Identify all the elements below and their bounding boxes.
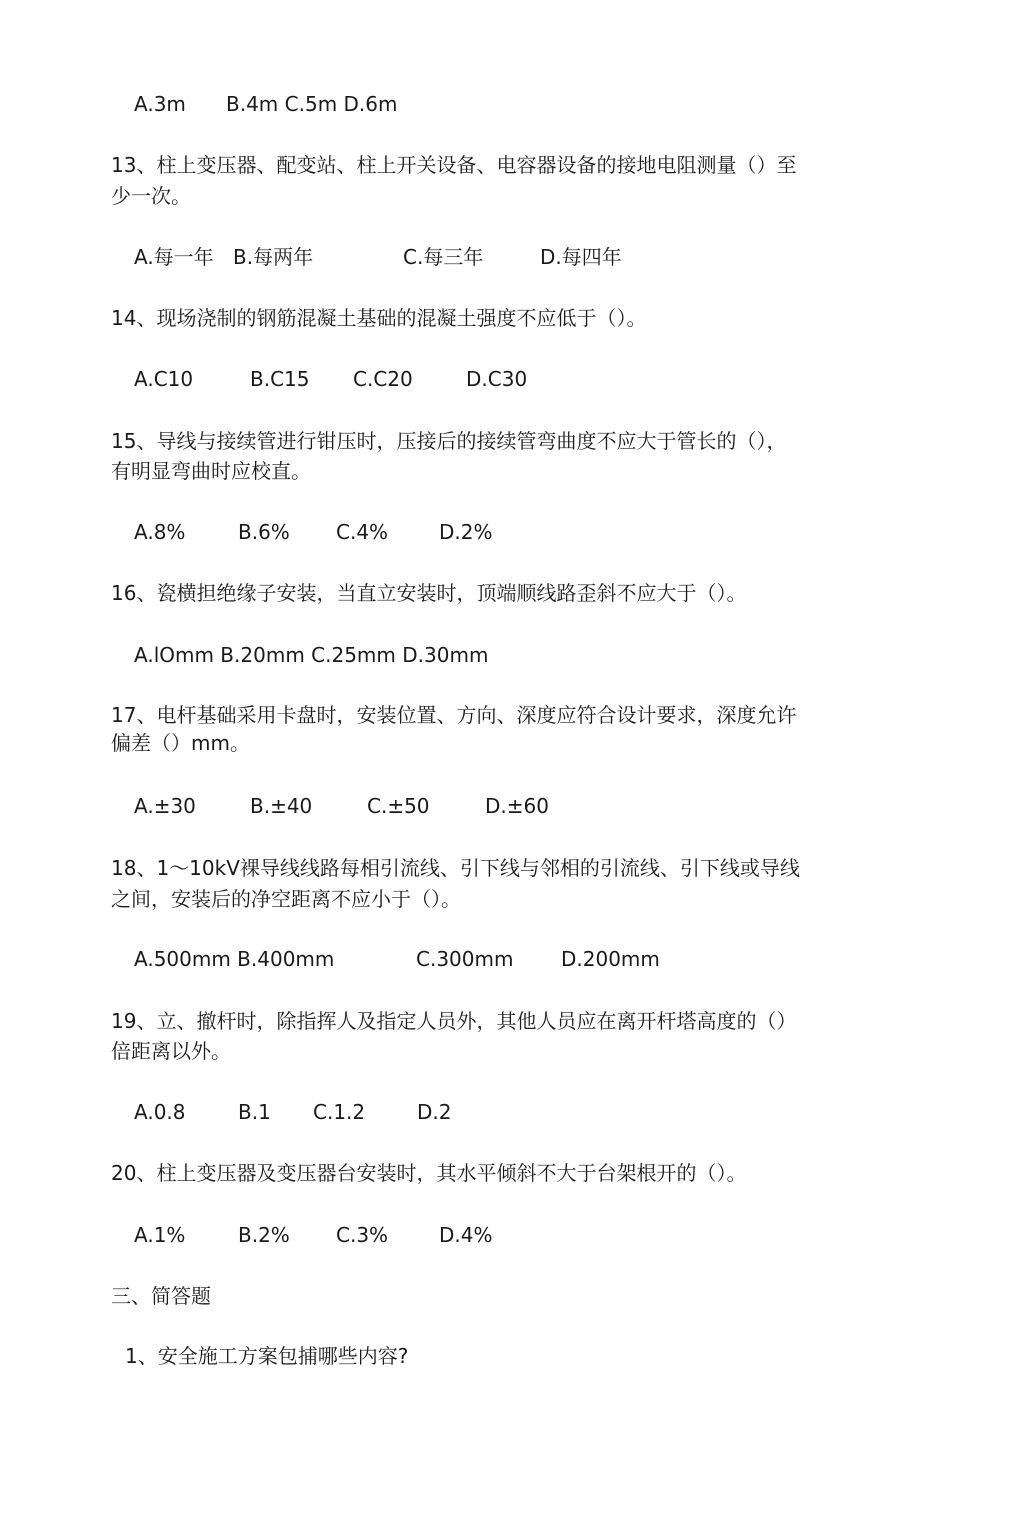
- question-18-line-2: 之间，安装后的净空距离不应小于（）。: [111, 887, 461, 911]
- question-13-line-2: 少一次。: [111, 184, 191, 208]
- question-17-line-2: 偏差（）mm。: [111, 731, 250, 755]
- q13-option-c: C.每三年: [403, 245, 484, 269]
- question-20-line-1: 20、柱上变压器及变压器台安装时，其水平倾斜不大于台架根开的（）。: [111, 1161, 747, 1185]
- q13-option-b: B.每两年: [233, 245, 314, 269]
- q18-option-c: C.300mm: [416, 947, 514, 971]
- q14-option-a: A.C10: [134, 367, 194, 391]
- q17-option-b: B.±40: [250, 794, 313, 818]
- q17-option-a: A.±30: [134, 794, 196, 818]
- q18-option-d: D.200mm: [561, 947, 660, 971]
- q14-option-d: D.C30: [466, 367, 528, 391]
- question-13-line-1: 13、柱上变压器、配变站、柱上开关设备、电容器设备的接地电阻测量（）至: [111, 153, 797, 177]
- question-15-line-2: 有明显弯曲时应校直。: [111, 459, 311, 483]
- q19-option-a: A.0.8: [134, 1100, 186, 1124]
- q13-option-a: A.每一年: [134, 245, 214, 269]
- q13-option-d: D.每四年: [540, 245, 622, 269]
- q20-option-a: A.1%: [134, 1223, 186, 1247]
- section-heading: 三、简答题: [111, 1284, 211, 1308]
- question-14-line-1: 14、现场浇制的钢筋混凝土基础的混凝土强度不应低于（）。: [111, 306, 647, 330]
- q20-option-d: D.4%: [439, 1223, 493, 1247]
- q17-option-c: C.±50: [367, 794, 430, 818]
- question-15-line-1: 15、导线与接续管进行钳压时，压接后的接续管弯曲度不应大于管长的（），: [111, 429, 787, 453]
- q20-option-b: B.2%: [238, 1223, 290, 1247]
- q15-option-d: D.2%: [439, 520, 493, 544]
- q12-option-a: A.3m: [134, 92, 186, 116]
- q15-option-a: A.8%: [134, 520, 186, 544]
- q14-option-b: B.C15: [250, 367, 310, 391]
- question-19-line-2: 倍距离以外。: [111, 1039, 231, 1063]
- q20-option-c: C.3%: [336, 1223, 389, 1247]
- question-17-line-1: 17、电杆基础采用卡盘时，安装位置、方向、深度应符合设计要求，深度允许: [111, 703, 797, 727]
- question-18-line-1: 18、1～10kV裸导线线路每相引流线、引下线与邻相的引流线、引下线或导线: [111, 856, 800, 880]
- q17-option-d: D.±60: [485, 794, 549, 818]
- q12-option-bcd: B.4m C.5m D.6m: [226, 92, 398, 116]
- q19-option-c: C.1.2: [313, 1100, 366, 1124]
- q15-option-b: B.6%: [238, 520, 290, 544]
- question-19-line-1: 19、立、撤杆时，除指挥人及指定人员外，其他人员应在离开杆塔高度的（）: [111, 1009, 797, 1033]
- short-answer-question-1: 1、安全施工方案包捕哪些内容?: [125, 1344, 409, 1368]
- q14-option-c: C.C20: [353, 367, 413, 391]
- q18-option-ab: A.500mm B.400mm: [134, 947, 335, 971]
- q16-options: A.lOmm B.20mm C.25mm D.30mm: [134, 643, 489, 667]
- q19-option-d: D.2: [417, 1100, 452, 1124]
- question-16-line-1: 16、瓷横担绝缘子安装，当直立安装时，顶端顺线路歪斜不应大于（）。: [111, 581, 747, 605]
- q19-option-b: B.1: [238, 1100, 271, 1124]
- q15-option-c: C.4%: [336, 520, 389, 544]
